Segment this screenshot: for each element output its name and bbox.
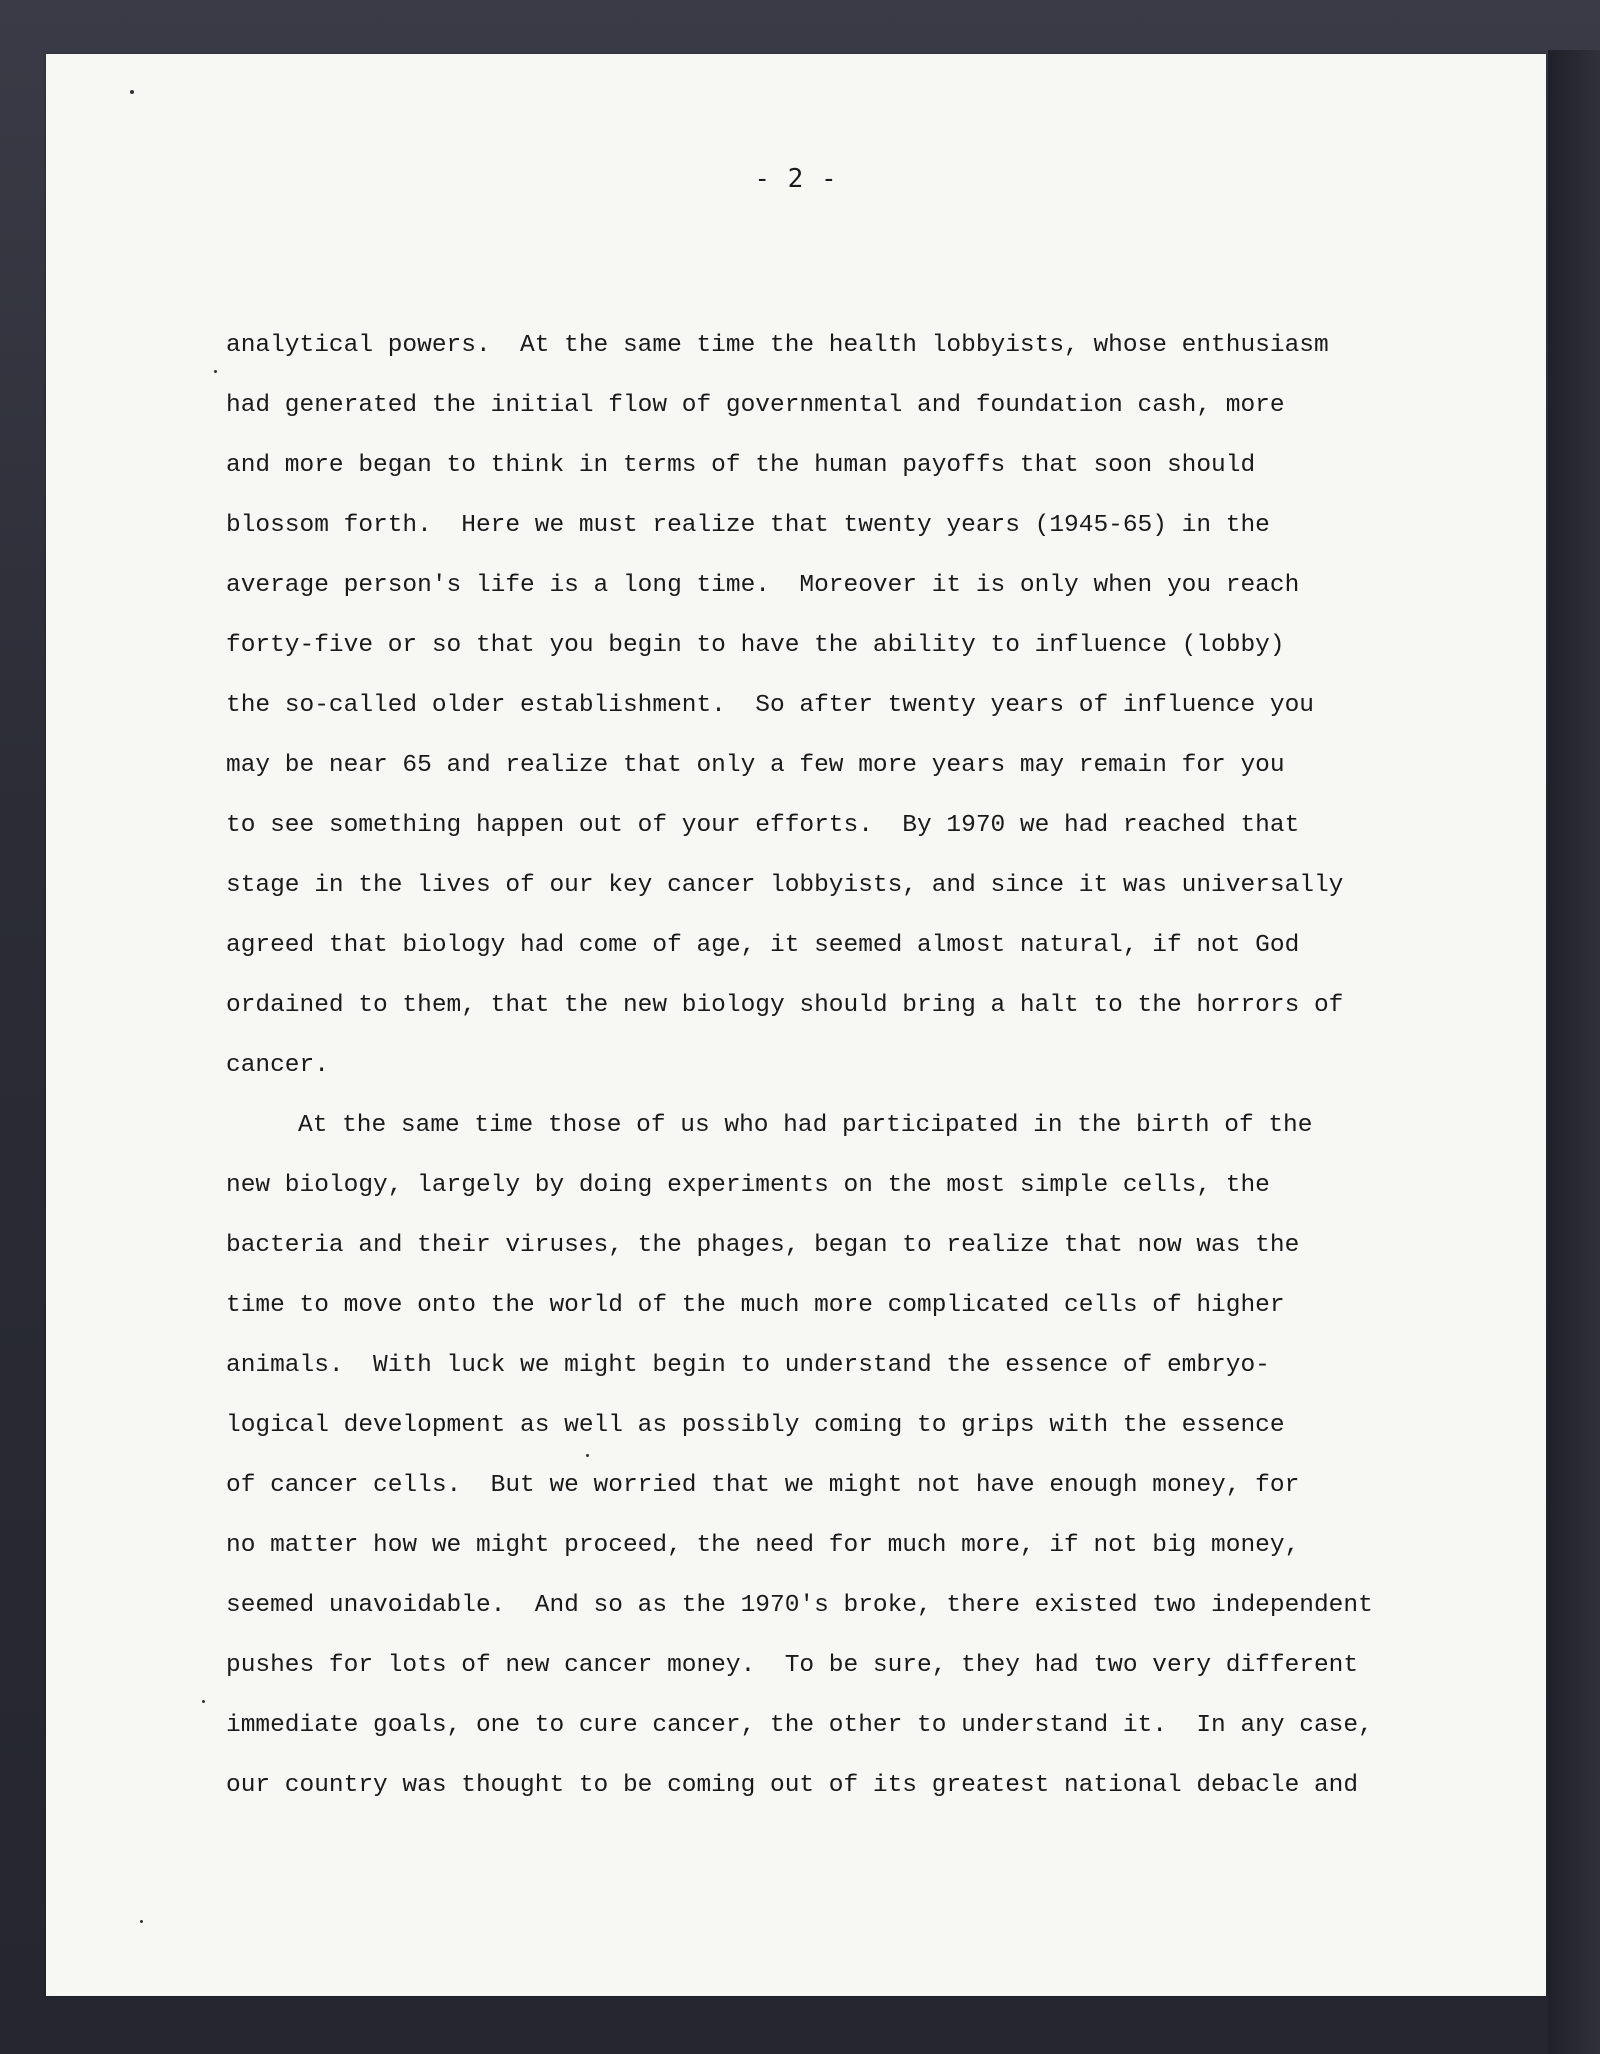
text-line: of cancer cells. But we worried that we might not have enough money, for bbox=[226, 1472, 1300, 1499]
text-line: had generated the initial flow of governmental and foundation cash, more bbox=[226, 392, 1285, 419]
text-line: and more began to think in terms of the human payoffs that soon should bbox=[226, 452, 1256, 479]
text-line: ordained to them, that the new biology should bring a halt to the horrors of bbox=[226, 992, 1344, 1019]
dust-speck bbox=[130, 90, 134, 94]
dust-speck bbox=[214, 370, 217, 373]
text-line: immediate goals, one to cure cancer, the other to understand it. In any case, bbox=[226, 1712, 1373, 1739]
text-line: stage in the lives of our key cancer lobbyists, and since it was universally bbox=[226, 872, 1344, 899]
text-line: may be near 65 and realize that only a few more years may remain for you bbox=[226, 752, 1285, 779]
text-line: forty-five or so that you begin to have the ability to influence (lobby) bbox=[226, 632, 1285, 659]
text-line: our country was thought to be coming out of its greatest national debacle and bbox=[226, 1772, 1359, 1799]
text-line: animals. With luck we might begin to understand the essence of embryo- bbox=[226, 1352, 1270, 1379]
text-line: agreed that biology had come of age, it seemed almost natural, if not God bbox=[226, 932, 1300, 959]
text-line: the so-called older establishment. So after twenty years of influence you bbox=[226, 692, 1314, 719]
text-line: logical development as well as possibly coming to grips with the essence bbox=[226, 1412, 1285, 1439]
dust-speck bbox=[140, 1920, 143, 1923]
scan-frame-edge bbox=[1548, 50, 1600, 2054]
document-page bbox=[46, 54, 1546, 1996]
text-line: cancer. bbox=[226, 1052, 329, 1079]
text-line: bacteria and their viruses, the phages, began to realize that now was the bbox=[226, 1232, 1300, 1259]
text-line: new biology, largely by doing experiments on the most simple cells, the bbox=[226, 1172, 1270, 1199]
dust-speck bbox=[586, 1454, 589, 1457]
text-line: to see something happen out of your efforts. By 1970 we had reached that bbox=[226, 812, 1300, 839]
body-text bbox=[226, 316, 1446, 1816]
text-line: time to move onto the world of the much more complicated cells of higher bbox=[226, 1292, 1285, 1319]
text-line: no matter how we might proceed, the need for much more, if not big money, bbox=[226, 1532, 1300, 1559]
page-number: - 2 - bbox=[754, 164, 838, 194]
text-line: At the same time those of us who had participated in the birth of the bbox=[298, 1112, 1313, 1139]
text-line: analytical powers. At the same time the health lobbyists, whose enthusiasm bbox=[226, 332, 1329, 359]
text-line: blossom forth. Here we must realize that twenty years (1945-65) in the bbox=[226, 512, 1270, 539]
text-line: seemed unavoidable. And so as the 1970's broke, there existed two independent bbox=[226, 1592, 1373, 1619]
text-line: pushes for lots of new cancer money. To be sure, they had two very different bbox=[226, 1652, 1359, 1679]
dust-speck bbox=[202, 1700, 205, 1703]
text-line: average person's life is a long time. Moreover it is only when you reach bbox=[226, 572, 1300, 599]
